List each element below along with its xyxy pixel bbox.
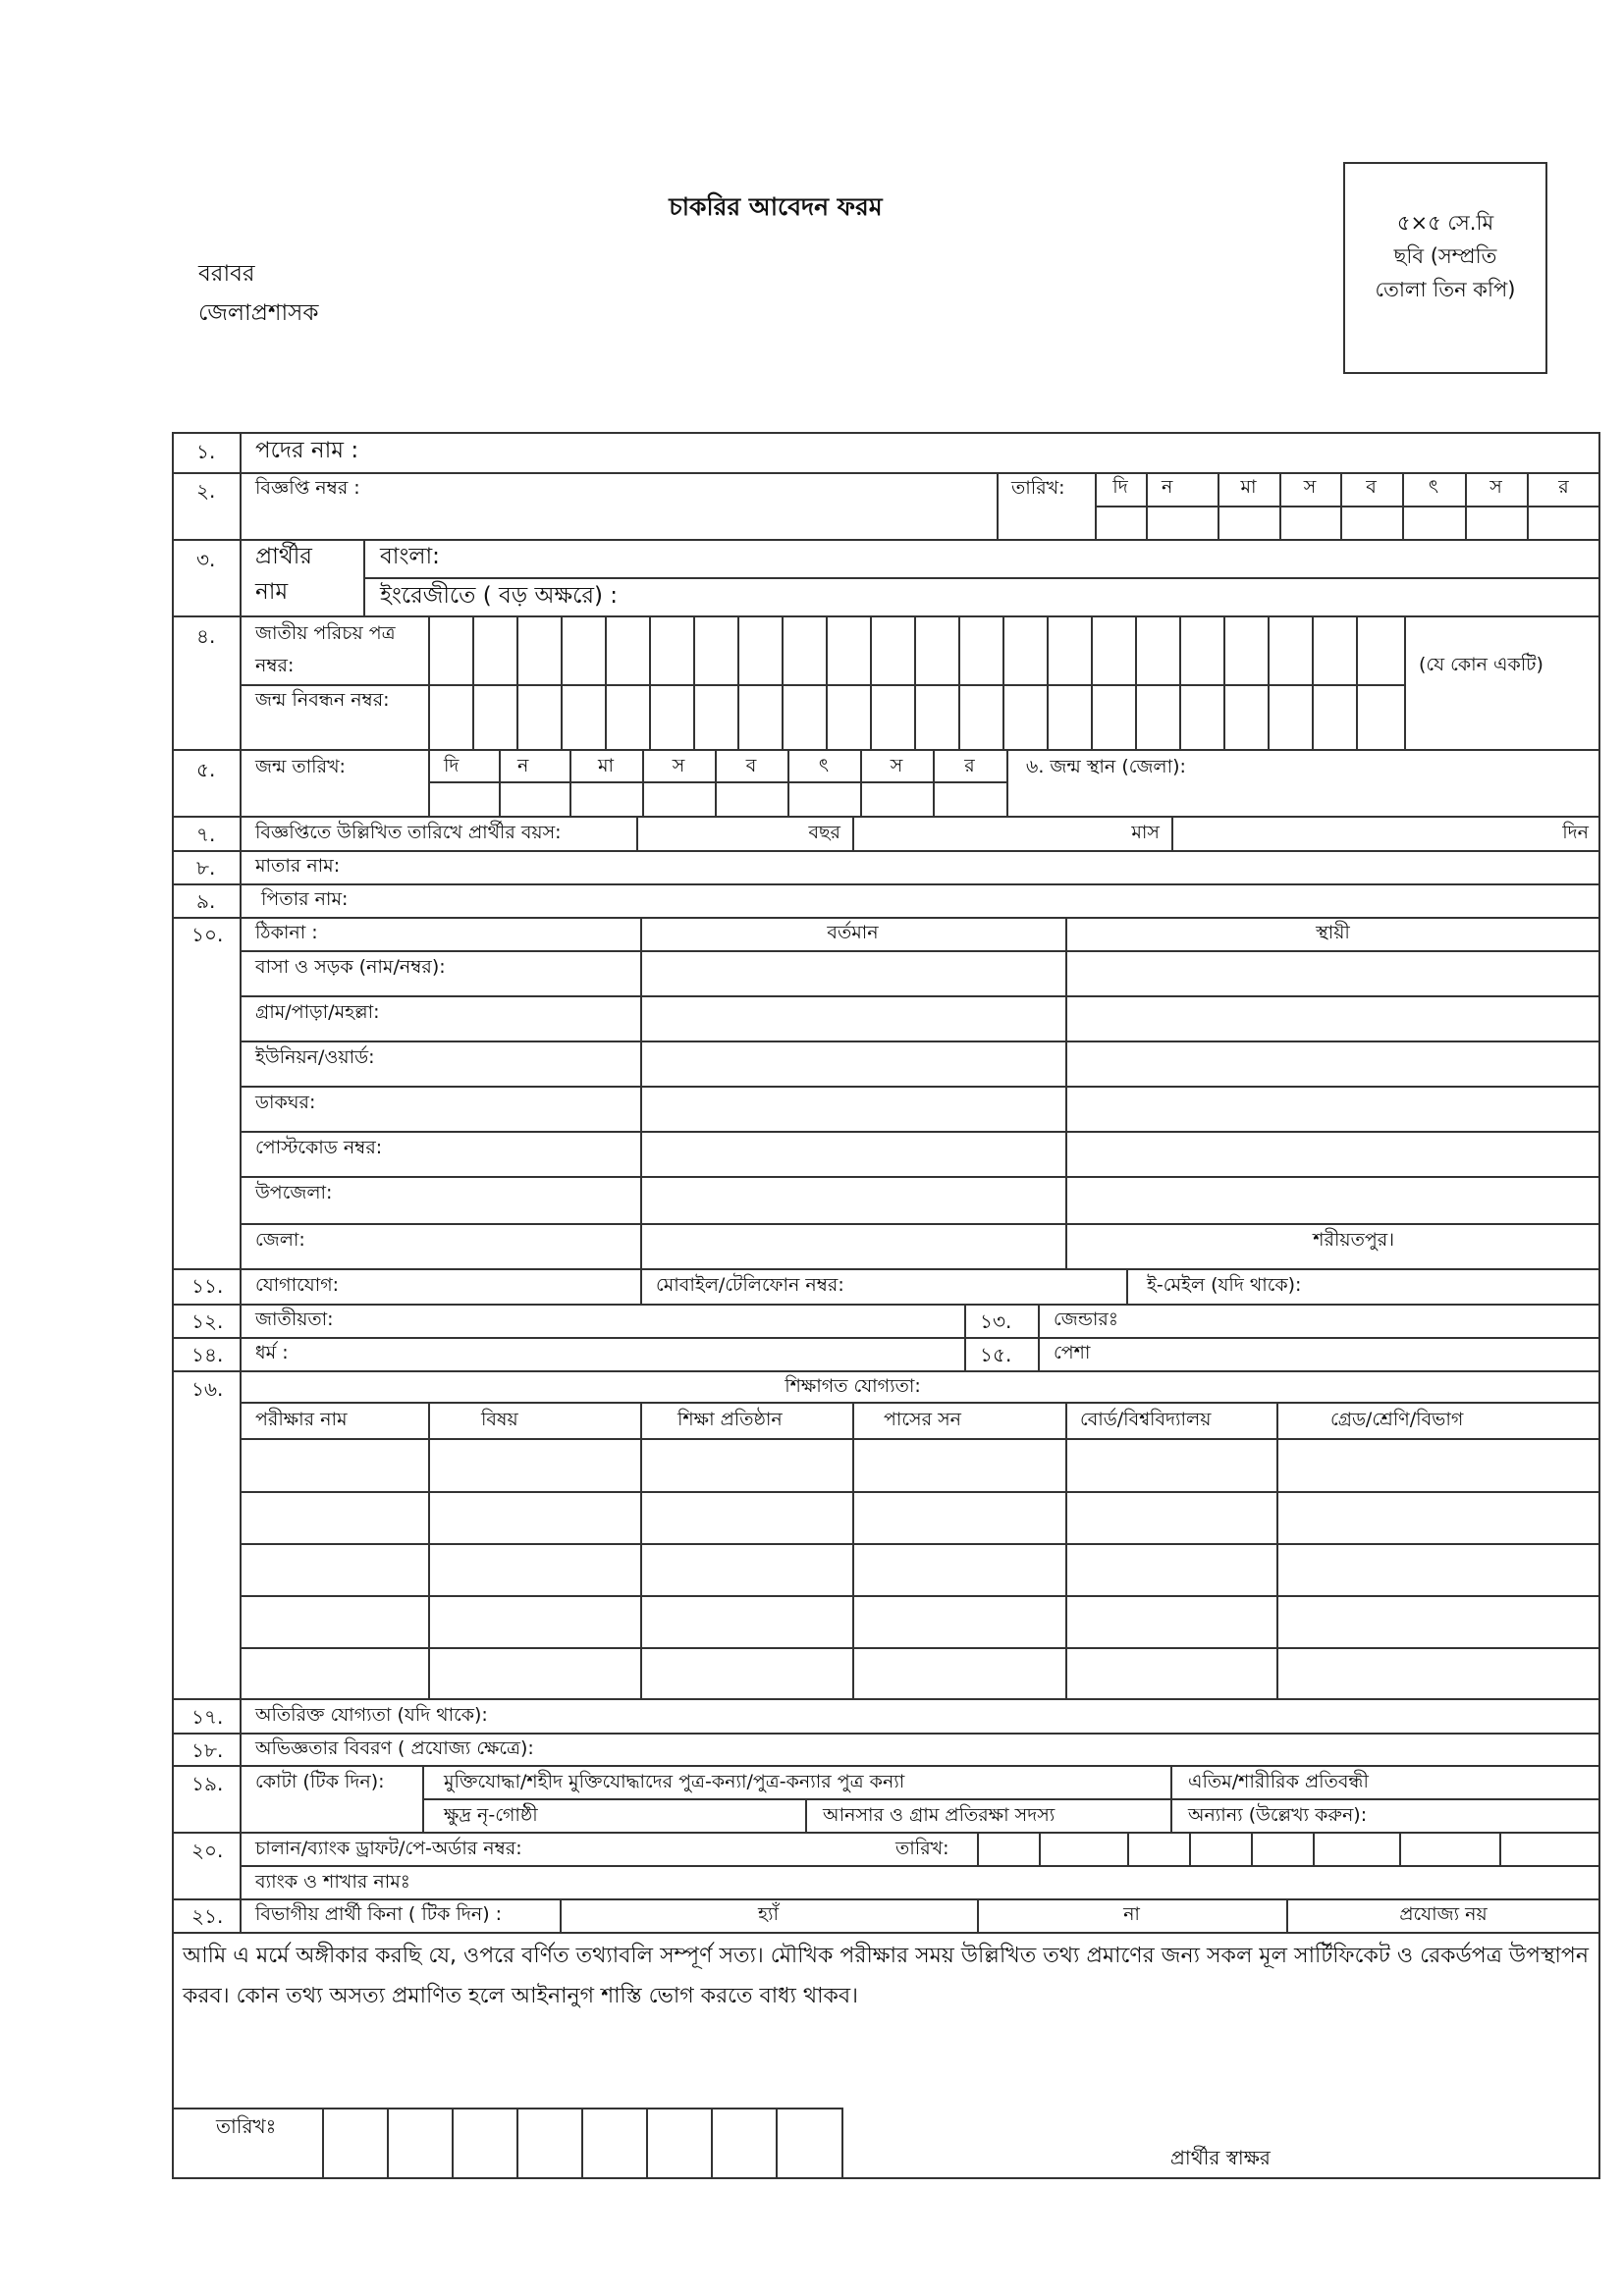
village-label[interactable]: গ্রাম/পাড়া/মহল্লা: xyxy=(255,1001,380,1023)
row-num-4: ৪. xyxy=(196,624,216,648)
row-num-14: ১৪. xyxy=(191,1343,224,1366)
col-exam-name: পরীক্ষার নাম xyxy=(255,1409,348,1430)
row-num-11: ১১. xyxy=(191,1274,224,1298)
birth-date-box-3[interactable]: মা xyxy=(597,755,615,776)
birth-date-box-1[interactable]: দি xyxy=(444,755,460,776)
experience-field[interactable]: অভিজ্ঞতার বিবরণ ( প্রযোজ্য ক্ষেত্রে): xyxy=(255,1737,534,1759)
row-num-10: ১০. xyxy=(191,923,224,946)
circular-number-label[interactable]: বিজ্ঞপ্তি নম্বর : xyxy=(255,477,360,499)
departmental-candidate-label: বিভাগীয় প্রার্থী কিনা ( টিক দিন) : xyxy=(255,1903,503,1925)
postcode-label[interactable]: পোস্টকোড নম্বর: xyxy=(255,1137,383,1158)
row-num-20: ২০. xyxy=(191,1839,224,1862)
circular-date-label: তারিখ: xyxy=(1011,477,1065,499)
row-num-21: ২১. xyxy=(191,1904,224,1928)
row-num-15: ১৫. xyxy=(980,1343,1012,1366)
quota-ethnic-minority[interactable]: ক্ষুদ্র নৃ-গোষ্ঠী xyxy=(444,1804,538,1826)
challan-number-field[interactable]: চালান/ব্যাংক ড্রাফট/পে-অর্ডার নম্বর: xyxy=(255,1838,522,1859)
photo-text-2: ছবি (সম্প্রতি xyxy=(1393,244,1497,268)
row-num-8: ৮. xyxy=(196,856,216,880)
email-field[interactable]: ই-মেইল (যদি থাকে): xyxy=(1147,1274,1302,1296)
date-box-day-1[interactable]: দি xyxy=(1112,476,1128,498)
union-ward-label[interactable]: ইউনিয়ন/ওয়ার্ড: xyxy=(255,1046,375,1068)
nid-number-field[interactable] xyxy=(429,617,1403,682)
row-num-7: ৭. xyxy=(196,823,216,846)
col-subject: বিষয় xyxy=(481,1409,518,1430)
occupation-field[interactable]: পেশা xyxy=(1054,1342,1091,1363)
extra-qualification-field[interactable]: অতিরিক্ত যোগ্যতা (যদি থাকে): xyxy=(255,1704,488,1726)
signature-area[interactable] xyxy=(1080,2061,1394,2140)
upazila-label[interactable]: উপজেলা: xyxy=(255,1182,333,1203)
quota-orphan-disabled[interactable]: এতিম/শারীরিক প্রতিবন্ধী xyxy=(1188,1771,1369,1792)
date-box-year-4[interactable]: র xyxy=(1558,476,1569,498)
row-num-13: ১৩. xyxy=(980,1309,1012,1333)
quota-freedom-fighter[interactable]: মুক্তিযোদ্ধা/শহীদ মুক্তিযোদ্ধাদের পুত্র-কন্যা/পুত্র-কন্যার পুত্র কন্যা xyxy=(444,1771,905,1792)
date-box-month-2[interactable]: স xyxy=(1303,476,1317,498)
district-label[interactable]: জেলা: xyxy=(255,1229,305,1251)
row-num-3: ৩. xyxy=(196,548,216,571)
contact-label: যোগাযোগ: xyxy=(255,1274,340,1296)
challan-date-boxes[interactable] xyxy=(979,1834,1600,1863)
applicant-name-label: প্রার্থীর xyxy=(255,544,312,569)
option-yes[interactable]: হ্যাঁ xyxy=(757,1903,779,1925)
photo-text-1: ৫×৫ সে.মি xyxy=(1396,211,1494,235)
row-num-9: ৯. xyxy=(196,889,216,913)
row-num-2: ২. xyxy=(196,479,216,503)
birth-date-box-8[interactable]: র xyxy=(964,755,975,776)
form-title: চাকরির আবেদন ফরম xyxy=(669,192,883,221)
age-month-label[interactable]: মাস xyxy=(1131,822,1160,843)
declaration-date-label: তারিখঃ xyxy=(216,2114,277,2138)
post-office-label[interactable]: ডাকঘর: xyxy=(255,1092,316,1113)
col-board-university: বোর্ড/বিশ্ববিদ্যালয় xyxy=(1080,1409,1212,1430)
birth-reg-label: জন্ম নিবন্ধন নম্বর: xyxy=(255,689,390,711)
row-num-16: ১৬. xyxy=(191,1377,224,1401)
col-pass-year: পাসের সন xyxy=(884,1409,961,1430)
date-box-day-2[interactable]: ন xyxy=(1162,476,1173,498)
mother-name-label[interactable]: মাতার নাম: xyxy=(255,855,341,877)
phone-field[interactable]: মোবাইল/টেলিফোন নম্বর: xyxy=(656,1274,844,1296)
to-line-2: জেলাপ্রশাসক xyxy=(198,300,319,326)
row-num-1: ১. xyxy=(196,440,216,463)
date-box-year-1[interactable]: ব xyxy=(1366,476,1377,498)
option-no[interactable]: না xyxy=(1123,1903,1140,1925)
birth-reg-number-field[interactable] xyxy=(429,686,1356,747)
date-box-year-3[interactable]: স xyxy=(1489,476,1502,498)
applicant-signature-label: প্রার্থীর স্বাক্ষর xyxy=(1170,2146,1271,2169)
birth-place-label[interactable]: ৬. জন্ম স্থান (জেলা): xyxy=(1026,756,1186,777)
photo-box[interactable] xyxy=(1343,162,1547,374)
nid-label: জাতীয় পরিচয় পত্র xyxy=(255,622,396,644)
present-address-header: বর্তমান xyxy=(827,922,879,943)
religion-field[interactable]: ধর্ম : xyxy=(255,1342,289,1363)
gender-field[interactable]: জেন্ডারঃ xyxy=(1054,1308,1118,1330)
education-title: শিক্ষাগত যোগ্যতা: xyxy=(785,1375,921,1397)
row-num-19: ১৯. xyxy=(191,1772,224,1795)
quota-label: কোটা (টিক দিন): xyxy=(255,1771,385,1792)
challan-date-label: তারিখ: xyxy=(895,1838,949,1859)
row-num-5: ৫. xyxy=(196,758,216,781)
permanent-district-value: শরীয়তপুর। xyxy=(1313,1229,1394,1251)
date-box-year-2[interactable]: ৎ xyxy=(1428,476,1439,498)
birth-date-box-7[interactable]: স xyxy=(890,755,903,776)
to-line-1: বরাবর xyxy=(198,261,255,287)
col-grade-division: গ্রেড/শ্রেণি/বিভাগ xyxy=(1330,1409,1464,1430)
nid-label-2: নম্বর: xyxy=(255,655,295,676)
house-road-label[interactable]: বাসা ও সড়ক (নাম/নম্বর): xyxy=(255,956,446,978)
age-day-label[interactable]: দিন xyxy=(1562,822,1589,843)
birth-date-label: জন্ম তারিখ: xyxy=(255,756,346,777)
col-institution: শিক্ষা প্রতিষ্ঠান xyxy=(677,1409,783,1430)
post-name-label: পদের নাম : xyxy=(255,438,359,463)
row-num-18: ১৮. xyxy=(191,1738,224,1762)
row-num-12: ১২. xyxy=(191,1309,224,1333)
bank-branch-field[interactable]: ব্যাংক ও শাখার নামঃ xyxy=(255,1871,410,1893)
nationality-field[interactable]: জাতীয়তা: xyxy=(255,1308,334,1330)
quota-ansar-vdp[interactable]: আনসার ও গ্রাম প্রতিরক্ষা সদস্য xyxy=(823,1804,1056,1826)
applicant-name-label-2: নাম xyxy=(255,579,289,605)
permanent-address-header: স্থায়ী xyxy=(1316,922,1350,943)
photo-text-3: তোলা তিন কপি) xyxy=(1375,278,1516,301)
age-label: বিজ্ঞপ্তিতে উল্লিখিত তারিখে প্রার্থীর বয়স: xyxy=(255,822,562,843)
education-entry-rows[interactable] xyxy=(242,1440,1598,1696)
row-num-17: ১৭. xyxy=(191,1705,224,1729)
date-box-month-1[interactable]: মা xyxy=(1240,476,1257,498)
declaration-text: আমি এ মর্মে অঙ্গীকার করছি যে, ওপরে বর্ণিত তথ্যাবলি সম্পূর্ণ সত্য। মৌখিক পরীক্ষার সময় উল্লিখিত তথ্য প্রমাণের জন্য সকল মূল সার্টিফিকেট ও রেকর্ডপত্র উপস্থাপন করব। কোন তথ্য অসত্য প্রমাণিত হলে আইনানুগ শাস্তি ভোগ করতে বাধ্য থাকব। xyxy=(183,1944,1589,2008)
either-one-note: (যে কোন একটি) xyxy=(1419,654,1543,675)
post-name-field[interactable] xyxy=(550,436,1597,470)
birth-date-box-6[interactable]: ৎ xyxy=(818,755,830,776)
address-label: ঠিকানা : xyxy=(255,922,318,943)
age-year-label[interactable]: বছর xyxy=(808,822,840,843)
name-bangla-field[interactable]: বাংলা: xyxy=(380,544,440,569)
birth-date-box-5[interactable]: ব xyxy=(745,755,757,776)
birth-date-box-2[interactable]: ন xyxy=(517,755,529,776)
quota-other[interactable]: অন্যান্য (উল্লেখ্য করুন): xyxy=(1188,1804,1368,1826)
father-name-label[interactable]: পিতার নাম: xyxy=(261,888,349,910)
option-not-applicable[interactable]: প্রযোজ্য নয় xyxy=(1399,1903,1488,1925)
name-english-field[interactable]: ইংরেজীতে ( বড় অক্ষরে) : xyxy=(380,583,619,609)
birth-date-box-4[interactable]: স xyxy=(672,755,685,776)
declaration-date-boxes[interactable] xyxy=(324,2109,839,2177)
